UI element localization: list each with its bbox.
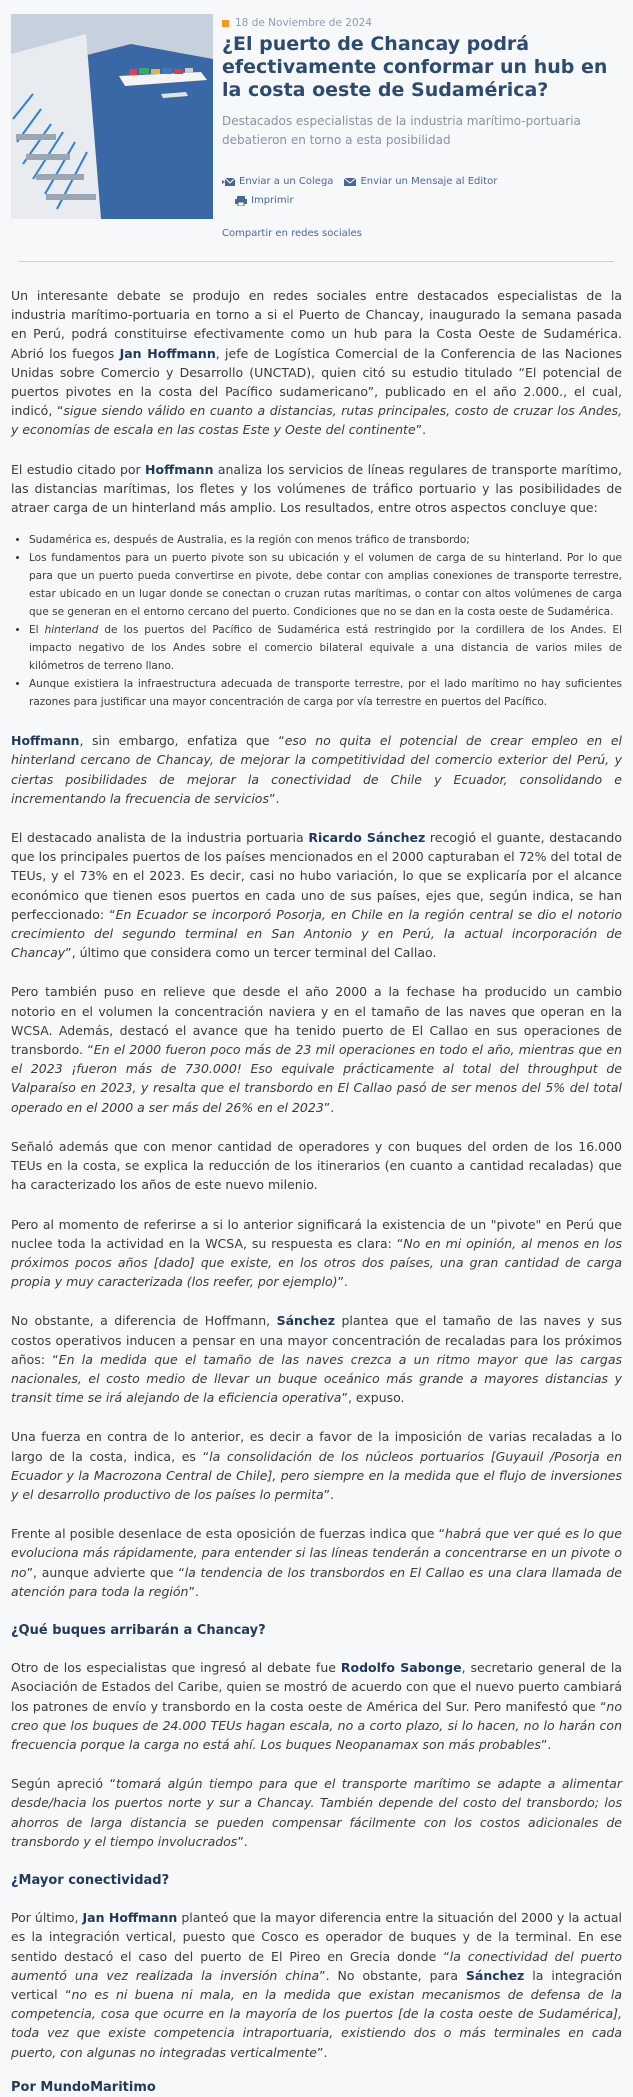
publish-date (222, 17, 622, 29)
header-divider (19, 261, 614, 262)
person-name: Ricardo Sánchez (308, 830, 426, 846)
envelope-icon (343, 177, 357, 187)
quote: sigue siendo válido en cuanto a distancias, rutas principales, costo de cruzar los Andes, y economías de escala en las costas Este y Oeste del continente (11, 403, 622, 438)
paragraph-6: Señaló además que con menor cantidad de operadores y con buques del orden de los 16.000 TEUs en la costa, se explica la reducción de los itinerarios (en cuanto a cantidad recaladas) que ha caracterizado los años de este nuevo milenio. (11, 1138, 622, 1193)
paragraph-7: Pero al momento de referirse a si lo anterior significará la existencia de un "pivote" en Perú que nuclee toda la actividad en la WCSA, su respuesta es clara: “No en mi opinión, al menos en los próximos pocos años [dado] que existe, en los otros dos países, una gran cantidad de carga propia y muy caracterizada (los reefer, por ejemplo)”. (11, 1216, 622, 1290)
send-editor-link[interactable] (343, 172, 497, 191)
list-item: • Los fundamentos para un puerto pivote son su ubicación y el volumen de carga de su hinterland. Por lo que para que un puerto pueda convertirse en pivote, debe contar con amplias conexiones de transporte terrestre, estar ubicado en un lugar donde se conectan o cruzan rutas marítimas, o contar con altos volúmenes de carga que se generan en el entorno cercano del puerto. Condiciones que no se dan en la costa oeste de Sudamérica. (29, 549, 622, 621)
date-text: 18 de Noviembre de 2024 (235, 17, 372, 29)
paragraph-10: Frente al posible desenlace de esta oposición de fuerzas indica que “habrá que ver qué es lo que evoluciona más rápidamente, para entender si las líneas tenderán a concentrarse en un pivote o no”, aunque advierte que “la tendencia de los transbordos en El Callao es una clara llamada de atención para toda la región”. (11, 1526, 622, 1599)
quote: eso no quita el potencial de crear empleo en el hinterland cercano de Chancay, de mejorar la competitividad del comercio exterior del Perú, y ciertas posibilidades de mejorar la conectividad de Chile y Ecuador, consolidando e incrementando la frecuencia de servicios (11, 733, 622, 806)
send-colleague-label: Enviar a un Colega (239, 176, 334, 187)
quote: la consolidación de los núcleos portuarios [Guyauil /Posorja en Ecuador y la Macrozona Central de Chile], pero siempre en la medida que el flujo de inversiones y el desarrollo productivo de los países lo permita (11, 1448, 623, 1502)
person-name: Hoffmann (11, 733, 80, 749)
page-title: ¿El puerto de Chancay podrá efectivamente conformar un hub en la costa oeste de Sudamérica? (222, 33, 608, 101)
quote: En Ecuador se incorporó Posorja, en Chile en la región central se dio el notorio crecimiento del segundo terminal en San Antonio y en Perú, la actual incorporación de Chancay (11, 906, 623, 961)
quote: habrá que ver qué es lo que evoluciona más rápidamente, para entender si las líneas tenderán a concentrarse en un pivote o no (11, 1526, 622, 1580)
list-item: • Aunque existiera la infraestructura adecuada de transporte terrestre, por el lado marítimo no hay suficientes razones para justificar una mayor concentración de carga por vía terrestre en puertos del Pacífico. (29, 675, 622, 711)
paragraph-8: No obstante, a diferencia de Hoffmann, Sánchez plantea que el tamaño de las naves y sus costos operativos inducen a pensar en una mayor concentración de recaladas para los próximos años: “En la medida que el tamaño de las naves crezca a un ritmo mayor que las cargas nacionales, el costo medio de llevar un buque oceánico más grande a mayores distancias y transit time se irá alejando de la eficiencia operativa”, expuso. (11, 1313, 623, 1406)
quote: la tendencia de los transbordos en El Callao es una clara llamada de atención para toda la región (11, 1564, 622, 1599)
paragraph-9: Una fuerza en contra de lo anterior, es decir a favor de la imposición de varias recaladas a lo largo de la costa, indica, es “la consolidación de los núcleos portuarios [Guyauil /Posorja en Ecuador y la Macrozona Central de Chile], pero siempre en la medida que el flujo de inversiones y el desarrollo productivo de los países lo permita”. (11, 1429, 623, 1502)
section-heading-buques: ¿Qué buques arribarán a Chancay? (11, 1622, 266, 1638)
quote: En el 2000 fueron poco más de 23 mil operaciones en todo el año, mientras que en el 2023 ¡fueron más de 730.000! Eso equivale prácticamente al total del throughput de Valparaíso en 2023, y resalta que el transbordo en El Callao pasó de ser menos del 5% del total operado en el 2000 a ser más del 26% en el 2023 (11, 1042, 622, 1115)
quote: no es ni buena ni mala, en la medida que existan mecanismos de defensa de la competencia, cosa que ocurre en la mayoría de los puertos [de la costa oeste de Sudamérica], toda vez que existe competencia intraportuaria, existiendo dos o más terminales en cada puerto, con algunas no integradas verticalmente (11, 1987, 623, 2060)
paragraph-5: Pero también puso en relieve que desde el año 2000 a la fechase ha producido un cambio notorio en el volumen la concentración naviera y en el tamaño de las naves que operan en la WCSA. Además, destacó el avance que ha tenido puerto de El Callao en sus operaciones de transbordo. “En el 2000 fueron poco más de 23 mil operaciones en todo el año, mientras que en el 2023 ¡fueron más de 730.000! Eso equivale prácticamente al total del throughput de Valparaíso en 2023, y resalta que el transbordo en El Callao pasó de ser menos del 5% del total operado en el 2000 a ser más del 26% en el 2023”. (11, 984, 622, 1115)
quote: tomará algún tiempo para que el transporte marítimo se adapte a alimentar desde/hacia los puertos norte y sur a Chancay. También depende del costo del transbordo; los ahorros de larga distancia se pueden compensar fácilmente con los costos adicionales de transbordo y el tiempo involucrados (11, 1776, 622, 1849)
article-header (11, 14, 622, 239)
container-port-image (11, 14, 213, 219)
page-subtitle: Destacados especialistas de la industria marítimo-portuaria debatieron en torno a esta posibilidad (222, 114, 581, 147)
quote: En la medida que el tamaño de las naves crezca a un ritmo mayor que las cargas nacionales, el costo medio de llevar un buque oceánico más grande a mayores distancias y transit time se irá alejando de la eficiencia operativa (11, 1351, 622, 1406)
date-square-icon (222, 20, 229, 27)
person-name: Rodolfo Sabonge (340, 1660, 462, 1676)
envelope-forward-icon (222, 177, 236, 187)
conclusions-list (29, 531, 622, 711)
paragraph-13: Por último, Jan Hoffmann planteó que la mayor diferencia entre la situación del 2000 y la actual es la integración vertical, puesto que Cosco es operador de buques y de la terminal. En ese sentido destacó el caso del puerto de El Pireo en Grecia donde “la conectividad del puerto aumentó una vez realizada la inversión china”. No obstante, para Sánchez la integración vertical “no es ni buena ni mala, en la medida que existan mecanismos de defensa de la competencia, cosa que ocurre en la mayoría de los puertos [de la costa oeste de Sudamérica], toda vez que existe competencia intraportuaria, existiendo dos o más terminales en cada puerto, con algunas no integradas verticalmente”. (11, 1910, 623, 2060)
byline: Por MundoMaritimo (11, 2079, 156, 2095)
port-photo (11, 14, 213, 219)
share-social-link[interactable]: Compartir en redes sociales (222, 228, 362, 239)
quote: la conectividad del puerto aumentó una vez realizada la inversión china (11, 1948, 622, 1983)
print-link[interactable] (234, 191, 294, 210)
send-editor-label: Enviar un Mensaje al Editor (360, 176, 498, 187)
person-name: Hoffmann (145, 461, 214, 477)
paragraph-2: El estudio citado por Hoffmann analiza los servicios de líneas regulares de transporte marítimo, las distancias marítimas, los fletes y los volúmenes de tráfico portuario y las posibilidades de atraer carga de un hinterland más amplio. Los resultados, entre otros aspectos concluye que: (11, 461, 622, 516)
print-label: Imprimir (251, 195, 294, 206)
quote: No en mi opinión, al menos en los próximos pocos años [dado] que existe, en los otros dos países, una gran cantidad de carga propia y muy caracterizada (los reefer, por ejemplo) (11, 1235, 622, 1290)
section-heading-conectividad: ¿Mayor conectividad? (11, 1872, 170, 1888)
list-item: • Sudamérica es, después de Australia, es la región con menos tráfico de transbordo; (29, 531, 622, 549)
send-colleague-link[interactable] (222, 172, 333, 191)
person-name: Jan Hoffmann (82, 1910, 178, 1926)
article-body (11, 286, 622, 2097)
header-text (222, 14, 622, 239)
paragraph-12: Según apreció “tomará algún tiempo para que el transporte marítimo se adapte a alimentar desde/hacia los puertos norte y sur a Chancay. También depende del costo del transbordo; los ahorros de larga distancia se pueden compensar fácilmente con los costos adicionales de transbordo y el tiempo involucrados”. (11, 1776, 622, 1849)
paragraph-3: Hoffmann, sin embargo, enfatiza que “eso no quita el potencial de crear empleo en el hinterland cercano de Chancay, de mejorar la competitividad del comercio exterior del Perú, y ciertas posibilidades de mejorar la conectividad de Chile y Ecuador, consolidando e incrementando la frecuencia de servicios”. (11, 733, 622, 806)
person-name: Sánchez (276, 1313, 335, 1329)
article-actions (222, 172, 622, 210)
list-item: • El hinterland de los puertos del Pacífico de Sudamérica está restringido por la cordillera de los Andes. El impacto negativo de los Andes sobre el comercio bilateral equivale a una distancia de varios miles de kilómetros de terreno llano. (29, 621, 622, 675)
printer-icon (234, 196, 248, 206)
person-name: Sánchez (465, 1967, 525, 1983)
paragraph-11: Otro de los especialistas que ingresó al debate fue Rodolfo Sabonge, secretario general de la Asociación de Estados del Caribe, quien se mostró de acuerdo con que el nuevo puerto cambiará los patrones de envío y transbordo en la costa oeste de América del Sur. Pero manifestó que “no creo que los buques de 24.000 TEUs hagan escala, no a corto plazo, si lo hacen, no lo harán con frecuencia porque la carga no está ahí. Los buques Neopanamax son más probables”. (11, 1660, 623, 1752)
person-name: Jan Hoffmann (119, 345, 216, 361)
paragraph-4: El destacado analista de la industria portuaria Ricardo Sánchez recogió el guante, destacando que los principales puertos de los países mencionados en el 2000 capturaban el 72% del total de TEUs, y el 73% en el 2023. Es decir, casi no hubo variación, lo que se explicaría por el alcance económico que tienen esos puertos en cada uno de sus países, ejes que, según indica, se han perfeccionado: “En Ecuador se incorporó Posorja, en Chile en la región central se dio el notorio crecimiento del segundo terminal en San Antonio y en Perú, la actual incorporación de Chancay”, último que considera como un tercer terminal del Callao. (11, 830, 623, 961)
quote: no creo que los buques de 24.000 TEUs hagan escala, no a corto plazo, si lo hacen, no lo harán con frecuencia porque la carga no está ahí. Los buques Neopanamax son más probables (11, 1698, 622, 1752)
paragraph-1: Un interesante debate se produjo en redes sociales entre destacados especialistas de la industria marítimo-portuaria en torno a si el Puerto de Chancay, inaugurado la semana pasada en Perú, podrá constituirse efectivamente como un hub para la Costa Oeste de Sudamérica. Abrió los fuegos Jan Hoffmann, jefe de Logística Comercial de la Conferencia de las Naciones Unidas sobre Comercio y Desarrollo (UNCTAD), quien citó su estudio titulado “El potencial de puertos pivotes en la costa del Pacífico sudamericano”, publicado en el año 2.000., el cual, indicó, “sigue siendo válido en cuanto a distancias, rutas principales, costo de cruzar los Andes, y economías de escala en las costas Este y Oeste del continente”. (11, 288, 622, 438)
